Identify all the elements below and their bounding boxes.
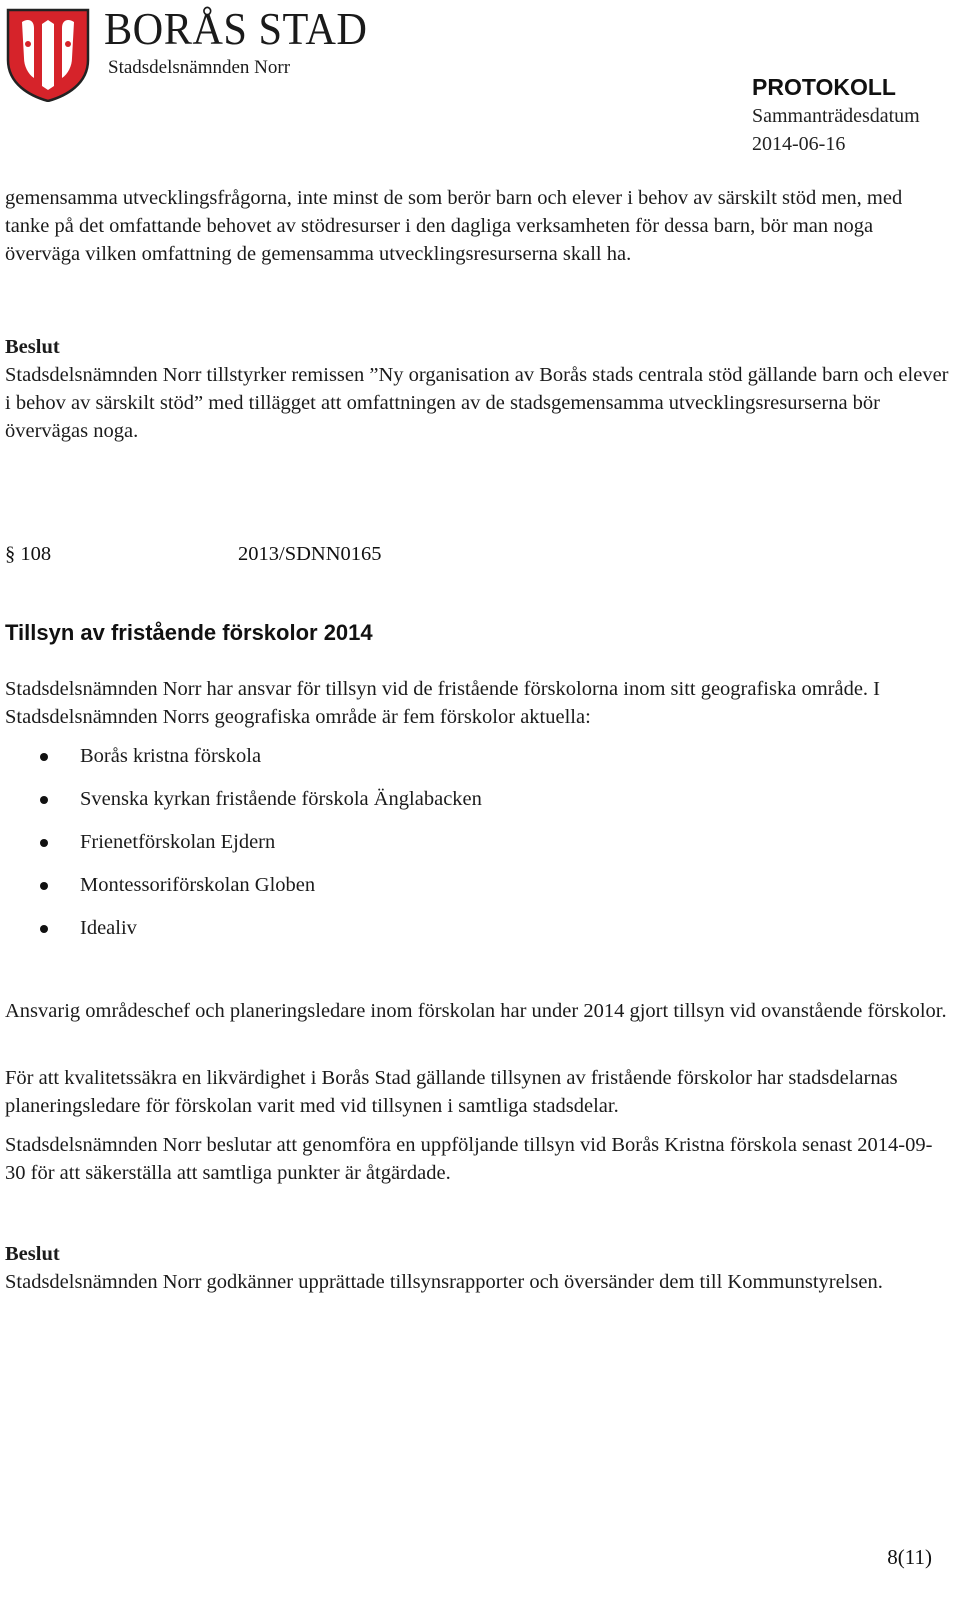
section-sign: § [5,543,16,565]
decision-heading: Beslut [5,1243,60,1265]
decision-heading: Beslut [5,336,60,358]
meeting-date-label: Sammanträdesdatum [752,105,920,127]
meeting-date: 2014-06-16 [752,133,846,155]
preschool-name: Svenska kyrkan fristående förskola Änglabacken [80,788,482,810]
org-name: BORÅS STAD [104,3,368,54]
section-title: Tillsyn av fristående förskolor 2014 [5,620,373,645]
boras-coat-of-arms-icon [6,8,90,102]
decision-text: Stadsdelsnämnden Norr tillstyrker remissen ”Ny organisation av Borås stads centrala stöd gällande barn och elever i behov av särskilt stöd” med tillägget att omfattningen av de stadsgemensamma utvecklingsresurserna bör övervägas noga. [5,364,949,442]
document-type: PROTOKOLL [752,74,896,100]
list-item [0,828,482,871]
responsible-paragraph: Ansvarig områdeschef och planeringsledare inom förskolan har under 2014 gjort tillsyn vid ovanstående förskolor. [5,1000,947,1022]
preschool-name: Borås kristna förskola [80,745,262,767]
decision-text: Stadsdelsnämnden Norr godkänner upprättade tillsynsrapporter och översänder dem till Kommunstyrelsen. [5,1271,883,1293]
bullet-icon [40,882,48,890]
list-item [0,742,482,785]
case-number: 2013/SDNN0165 [238,543,382,565]
preschool-list [0,742,482,957]
list-item [0,871,482,914]
preschool-name: Idealiv [80,917,137,939]
preschool-name: Montessoriförskolan Globen [80,874,316,896]
followup-paragraph: Stadsdelsnämnden Norr beslutar att genomföra en uppföljande tillsyn vid Borås Kristna förskola senast 2014-09-30 för att säkerställa att samtliga punkter är åtgärdade. [5,1134,933,1184]
quality-paragraph: För att kvalitetssäkra en likvärdighet i Borås Stad gällande tillsynen av fristående förskolor har stadsdelarnas planeringsledare för förskolan varit med vid tillsynen i samtliga stadsdelar. [5,1067,898,1117]
bullet-icon [40,839,48,847]
intro-paragraph: gemensamma utvecklingsfrågorna, inte minst de som berör barn och elever i behov av särskilt stöd men, med tanke på det omfattande behovet av stödresurser i den dagliga verksamheten för dessa barn, bör man noga överväga vilken omfattning de gemensamma utvecklingsresurserna skall ha. [5,187,903,265]
list-item [0,785,482,828]
bullet-icon [40,753,48,761]
paragraph-reference [5,540,51,568]
section-intro: Stadsdelsnämnden Norr har ansvar för tillsyn vid de fristående förskolorna inom sitt geografiska område. I Stadsdelsnämnden Norrs geografiska område är fem förskolor aktuella: [5,678,881,728]
list-item [0,914,482,957]
paragraph-number: 108 [20,543,52,565]
org-subtitle: Stadsdelsnämnden Norr [108,57,291,78]
page-number: 8(11) [887,1545,932,1569]
preschool-name: Frienetförskolan Ejdern [80,831,276,853]
bullet-icon [40,925,48,933]
bullet-icon [40,796,48,804]
